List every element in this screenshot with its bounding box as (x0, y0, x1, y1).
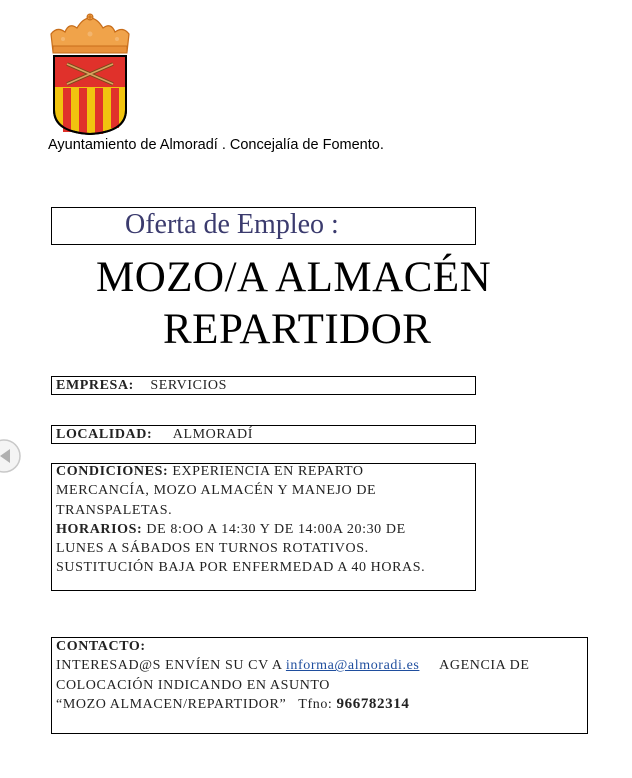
localidad-row (56, 425, 253, 444)
contacto-line4: “MOZO ALMACEN/REPARTIDOR” Tfno: (56, 696, 337, 712)
condiciones-label: CONDICIONES: (56, 464, 169, 479)
contacto-line2: INTERESAD@S ENVÍEN SU CV A (56, 658, 286, 674)
condiciones-line6: SUSTITUCIÓN BAJA POR ENFERMEDAD A 40 HORAS. (56, 560, 426, 576)
job-title-line2: REPARTIDOR (163, 306, 432, 353)
back-arrow-icon[interactable] (0, 438, 22, 474)
crown-icon (51, 14, 129, 53)
localidad-value: ALMORADÍ (172, 427, 253, 442)
contacto-line3: COLOCACIÓN INDICANDO EN ASUNTO (56, 677, 331, 693)
phone-number: 966782314 (336, 695, 410, 712)
horarios-label: HORARIOS: (56, 521, 143, 537)
job-title-line1: MOZO/A ALMACÉN (96, 254, 492, 301)
condiciones-line1: EXPERIENCIA EN REPARTO (168, 464, 364, 479)
organization-name: Ayuntamiento de Almoradí . Concejalía de Fomento. (48, 137, 384, 153)
horarios-line: DE 8:OO A 14:30 Y DE 14:00A 20:30 DE (142, 521, 406, 537)
crest-icon (47, 12, 133, 136)
condiciones-line5: LUNES A SÁBADOS EN TURNOS ROTATIVOS. (56, 541, 369, 557)
condiciones-line2: MERCANCÍA, MOZO ALMACÉN Y MANEJO DE (56, 483, 377, 499)
condiciones-line3: TRANSPALETAS. (56, 502, 173, 518)
contacto-label: CONTACTO: (56, 639, 146, 654)
empresa-value: SERVICIOS (150, 378, 227, 393)
empresa-label: EMPRESA: (56, 378, 134, 393)
condiciones-text (56, 462, 472, 578)
email-link[interactable]: informa@almoradi.es (285, 658, 420, 674)
contacto-text (56, 637, 584, 714)
empresa-row (56, 376, 227, 395)
contacto-line2-end: AGENCIA DE (419, 658, 530, 674)
localidad-label: LOCALIDAD: (56, 427, 153, 442)
offer-label: Oferta de Empleo : (125, 209, 339, 240)
